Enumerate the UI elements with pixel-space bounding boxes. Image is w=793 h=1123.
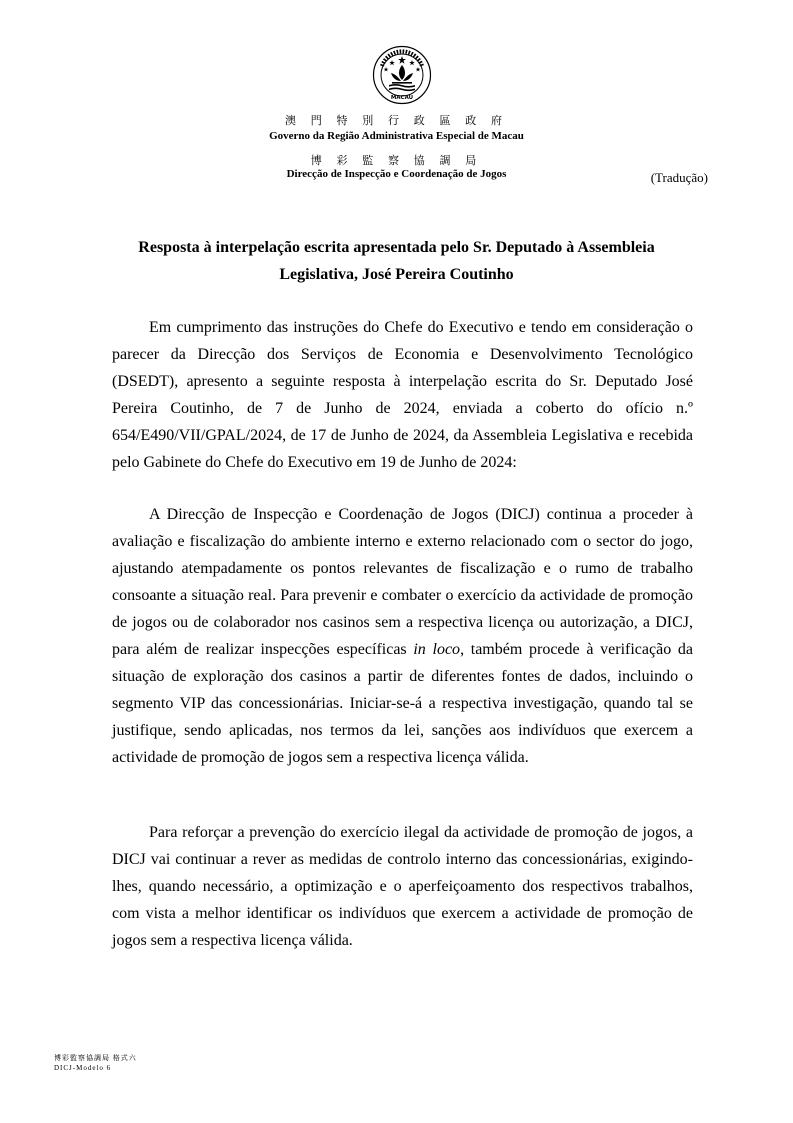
title-line-2: Legislativa, José Pereira Coutinho bbox=[279, 266, 514, 283]
paragraph-1: Em cumprimento das instruções do Chefe do Executivo e tendo em consideração o parecer da Direcção dos Serviços de Economia e Desenvolvimento Tecnológico (DSEDT), apresento a seguinte resposta à interpelação escrita do Sr. Deputado José Pereira Coutinho, de 7 de Junho de 2024, enviada a coberto do ofício n.º 654/E490/VII/GPAL/2024, de 17 de Junho de 2024, da Assembleia Legislativa e recebida pelo Gabinete do Chefe do Executivo em 19 de Junho de 2024: bbox=[112, 319, 693, 471]
government-name-chinese: 澳 門 特 別 行 政 區 政 府 bbox=[285, 115, 508, 127]
paragraph-2 bbox=[112, 501, 693, 771]
paragraph-2-part-2: , também procede à verificação da situação de exploração dos casinos a partir de diferentes fontes de dados, incluindo o segmento VIP das concessionárias. Iniciar-se-á a respectiva investigação, quando tal se justifique, sendo aplicadas, nos termos da lei, sanções aos indivíduos que exercem a actividade de promoção de jogos sem a respectiva licença válida. bbox=[112, 641, 693, 766]
paragraph-3: Para reforçar a prevenção do exercício ilegal da actividade de promoção de jogos, a DICJ vai continuar a rever as medidas de controlo interno das concessionárias, exigindo-lhes, quando necessário, a optimização e o aperfeiçoamento dos respectivos trabalhos, com vista a melhor identificar os indivíduos que exercem a actividade de promoção de jogos sem a respectiva licença válida. bbox=[112, 824, 693, 949]
footer-line-2: DICJ-Modelo 6 bbox=[54, 1064, 112, 1072]
emblem-text: MACAU bbox=[390, 95, 414, 101]
department-name-portuguese: Direcção de Inspecção e Coordenação de Jogos bbox=[286, 168, 507, 180]
government-name-portuguese: Governo da Região Administrativa Especial de Macau bbox=[269, 130, 524, 142]
title-line-1: Resposta à interpelação escrita apresentada pelo Sr. Deputado à Assembleia bbox=[138, 239, 655, 256]
paragraph-2-part-1: A Direcção de Inspecção e Coordenação de Jogos (DICJ) continua a proceder à avaliação e fiscalização do ambiente interno e externo relacionado com o sector do jogo, ajustando atempadamente os pontos relevantes de fiscalização e o rumo de trabalho consoante a situação real. Para prevenir e combater o exercício da actividade de promoção de jogos ou de colaborador nos casinos sem a respectiva licença ou autorização, a DICJ, para além de realizar inspecções específicas bbox=[112, 506, 693, 658]
translation-note: (Tradução) bbox=[650, 170, 708, 185]
macau-emblem-icon bbox=[372, 45, 432, 105]
document-title bbox=[100, 234, 693, 288]
paragraph-2-italic: in loco bbox=[413, 641, 461, 658]
form-footer bbox=[54, 1053, 137, 1073]
footer-line-1: 博彩監察協調局 格式六 bbox=[54, 1054, 137, 1062]
department-name-chinese: 博 彩 監 察 協 調 局 bbox=[310, 155, 483, 167]
